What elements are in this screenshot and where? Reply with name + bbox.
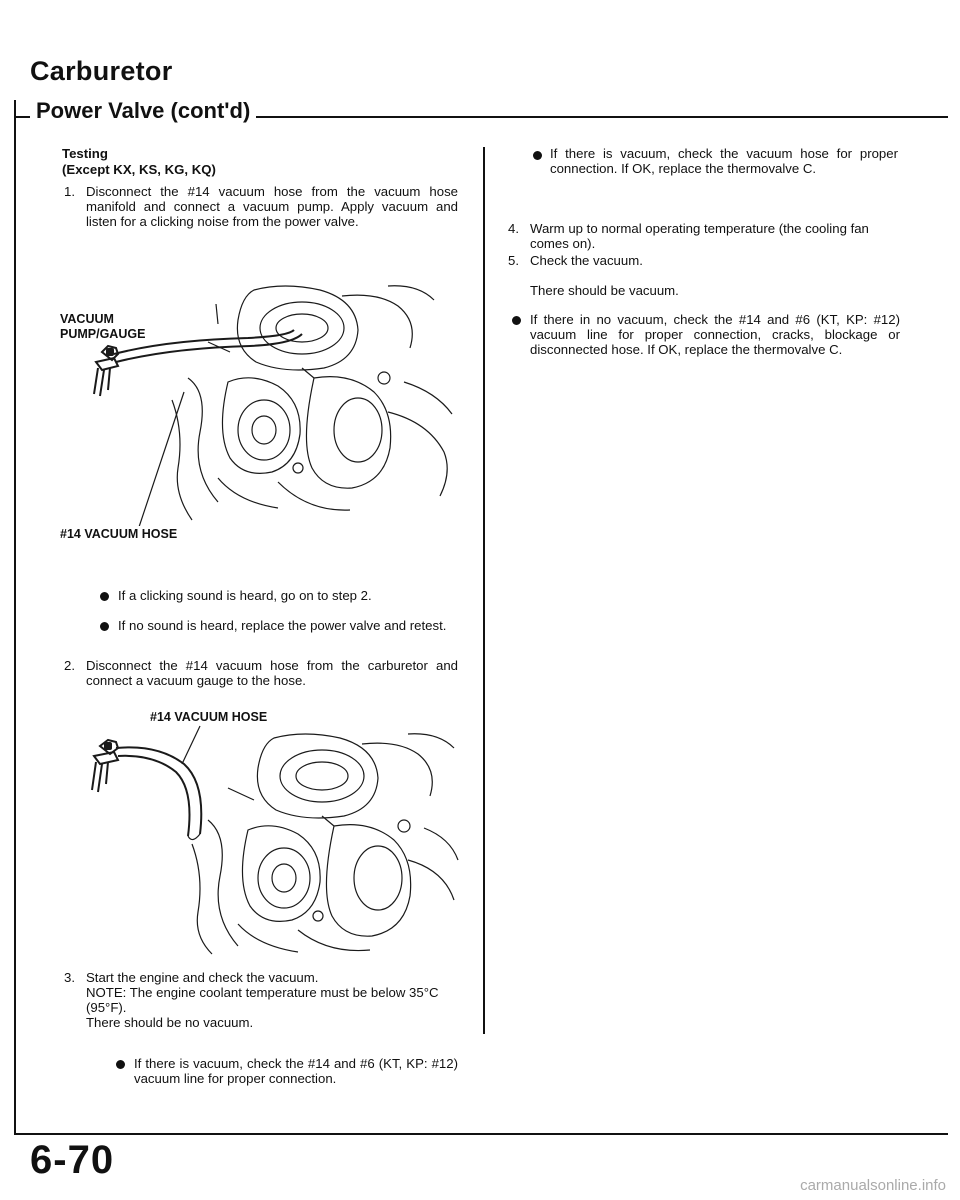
step-3-note: NOTE: The engine coolant temperature must be below 35°C (95°F).: [86, 985, 439, 1015]
carburetor-figure-1: [88, 282, 460, 526]
page-number: 6-70: [30, 1138, 115, 1182]
step-3-line3: There should be no vacuum.: [86, 1015, 254, 1030]
step-3-line1: Start the engine and check the vacuum.: [86, 970, 319, 985]
bullet-dot: [512, 316, 521, 325]
testing-subheading: (Except KX, KS, KG, KQ): [62, 162, 216, 177]
step-1-text: Disconnect the #14 vacuum hose from the vacuum hose manifold and connect a vacuum pump. Apply vacuum and listen for a clicking noise from the power valve.: [86, 184, 458, 229]
vacuum-hose-2: [116, 747, 201, 839]
step-2-text: Disconnect the #14 vacuum hose from the carburetor and connect a vacuum gauge to the hose.: [86, 658, 458, 688]
step-2-number: 2.: [64, 658, 75, 673]
step-5-sub: There should be vacuum.: [530, 283, 679, 298]
section-title: Power Valve (cont'd): [30, 98, 256, 124]
vacuum-hose-1: [114, 330, 302, 362]
step-5-number: 5.: [508, 253, 519, 268]
bullet-dot: [100, 622, 109, 631]
footer-rule: [14, 1133, 948, 1135]
vacuum-hose-label-2: #14 VACUUM HOSE: [150, 710, 268, 724]
bullet-dot: [533, 151, 542, 160]
bullet-clicking-heard: If a clicking sound is heard, go on to step 2.: [118, 588, 372, 603]
page-title: Carburetor: [30, 56, 173, 86]
carburetor-body-1: [172, 286, 452, 520]
left-rule: [14, 100, 16, 1134]
vacuum-hose-label-1: #14 VACUUM HOSE: [60, 527, 178, 541]
vacuum-pump-gauge-label: VACUUM PUMP/GAUGE: [60, 312, 146, 341]
bullet-dot: [100, 592, 109, 601]
step-5-text: Check the vacuum.: [530, 253, 643, 268]
bullet-dot: [116, 1060, 125, 1069]
vacuum-gauge-icon: [92, 740, 118, 792]
testing-heading: Testing: [62, 146, 108, 161]
bullet-vacuum-check-lines: If there is vacuum, check the #14 and #6 (KT, KP: #12) vacuum line for proper connection.: [134, 1056, 458, 1086]
step-4-text: Warm up to normal operating temperature (the cooling fan comes on).: [530, 221, 869, 251]
step-4-number: 4.: [508, 221, 519, 236]
bullet-thermovalve-check: If there is vacuum, check the vacuum hose for proper connection. If OK, replace the thermovalve C.: [550, 146, 898, 176]
column-divider: [483, 147, 485, 1034]
bullet-no-vacuum: If there in no vacuum, check the #14 and #6 (KT, KP: #12) vacuum line for proper connection, cracks, blockage or disconnected hose. If OK, replace the thermovalve C.: [530, 312, 900, 357]
step-1-number: 1.: [64, 184, 75, 199]
carburetor-figure-2: [88, 724, 460, 956]
carburetor-body-2: [192, 734, 458, 954]
step-3-number: 3.: [64, 970, 75, 985]
watermark: carmanualsonline.info: [800, 1177, 946, 1194]
bullet-no-sound: If no sound is heard, replace the power valve and retest.: [118, 618, 447, 633]
